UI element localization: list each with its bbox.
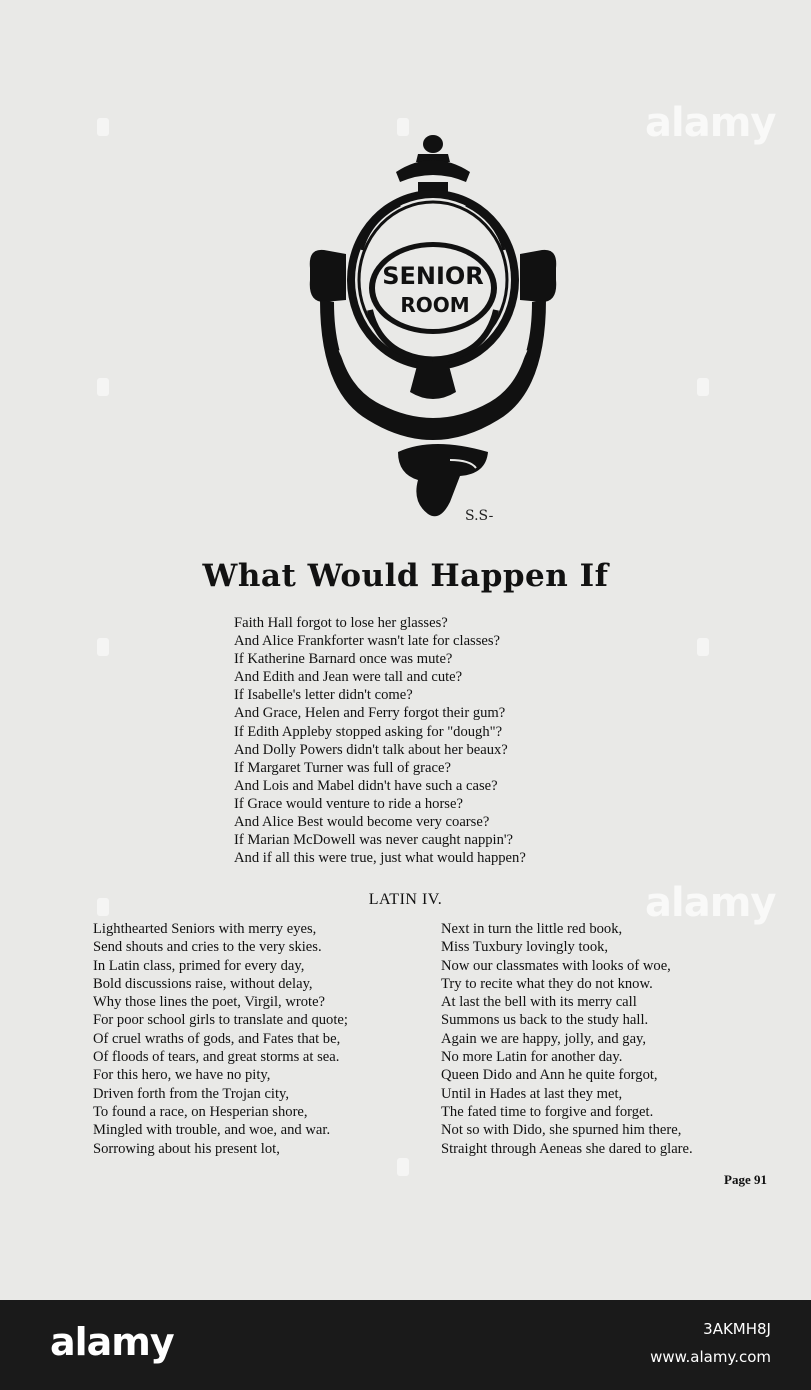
verse-line: Next in turn the little red book, [441, 921, 623, 937]
watermark-mark [697, 638, 709, 656]
latin-column-right [441, 920, 693, 1158]
verse-line: Of floods of tears, and great storms at sea. [93, 1049, 340, 1066]
verse-line: Of cruel wraths of gods, and Fates that be, [93, 1030, 341, 1047]
poem-title: What Would Happen If [202, 558, 609, 594]
poem-line: If Katherine Barnard once was mute? [234, 651, 453, 668]
verse-line: Try to recite what they do not know. [441, 975, 653, 992]
verse-line: Now our classmates with looks of woe, [441, 957, 671, 974]
door-knocker-illustration [300, 130, 570, 530]
poem-line: And Alice Best would become very coarse? [234, 814, 490, 831]
verse-line: Miss Tuxbury lovingly took, [441, 939, 609, 956]
poem-line: If Isabelle's letter didn't come? [234, 687, 413, 704]
verse-line: Queen Dido and Ann he quite forgot, [441, 1067, 658, 1084]
verse-line: Again we are happy, jolly, and gay, [441, 1030, 647, 1047]
poem-line: And Alice Frankforter wasn't late for classes? [234, 633, 501, 650]
page-number: Page 91 [724, 1172, 767, 1187]
verse-line: Lighthearted Seniors with merry eyes, [93, 921, 317, 937]
watermark-mark [697, 378, 709, 396]
knocker-label-line1: SENIOR [382, 262, 484, 290]
poem-line: And Lois and Mabel didn't have such a case? [234, 777, 498, 794]
poem-line: If Edith Appleby stopped asking for "dough"? [234, 723, 503, 740]
poem-line: And Edith and Jean were tall and cute? [234, 669, 463, 686]
verse-line: Driven forth from the Trojan city, [93, 1085, 290, 1102]
poem-line: And Grace, Helen and Ferry forgot their gum? [234, 705, 506, 722]
verse-line: Until in Hades at last they met, [441, 1085, 623, 1102]
verse-line: At last the bell with its merry call [441, 994, 637, 1011]
footer-logo: alamy [50, 1320, 174, 1364]
poem-line: If Grace would venture to ride a horse? [234, 795, 463, 812]
poem-line: If Marian McDowell was never caught nappin'? [234, 832, 513, 849]
watermark-mark [97, 118, 109, 136]
verse-line: Bold discussions raise, without delay, [93, 975, 313, 992]
watermark-mark [97, 638, 109, 656]
verse-line: Why those lines the poet, Virgil, wrote? [93, 994, 326, 1011]
verse-line: Not so with Dido, she spurned him there, [441, 1122, 682, 1139]
watermark-mark [397, 1158, 409, 1176]
latin-section-title: LATIN IV. [368, 891, 443, 908]
artist-signature: S.S- [465, 508, 494, 524]
poem-line: Faith Hall forgot to lose her glasses? [234, 615, 448, 631]
site-url: www.alamy.com [650, 1348, 771, 1366]
verse-line: Send shouts and cries to the very skies. [93, 939, 322, 956]
poem-body [234, 614, 526, 867]
verse-line: To found a race, on Hesperian shore, [93, 1103, 308, 1120]
image-id: 3AKMH8J [703, 1320, 771, 1338]
watermark-logo: alamy [645, 100, 776, 146]
verse-line: Mingled with trouble, and woe, and war. [93, 1122, 331, 1139]
latin-column-left [93, 920, 348, 1158]
verse-line: The fated time to forgive and forget. [441, 1103, 654, 1120]
verse-line: Sorrowing about his present lot, [93, 1140, 280, 1157]
knocker-label-line2: ROOM [400, 293, 470, 317]
poem-line: If Margaret Turner was full of grace? [234, 759, 451, 776]
poem-line: And if all this were true, just what would happen? [234, 850, 526, 867]
verse-line: For poor school girls to translate and quote; [93, 1012, 348, 1029]
verse-line: In Latin class, primed for every day, [93, 957, 305, 974]
verse-line: No more Latin for another day. [441, 1049, 623, 1066]
watermark-mark [97, 378, 109, 396]
poem-line: And Dolly Powers didn't talk about her beaux? [234, 741, 508, 758]
verse-line: Straight through Aeneas she dared to glare. [441, 1140, 693, 1157]
verse-line: For this hero, we have no pity, [93, 1067, 271, 1084]
verse-line: Summons us back to the study hall. [441, 1012, 649, 1029]
watermark-logo: alamy [645, 880, 776, 926]
